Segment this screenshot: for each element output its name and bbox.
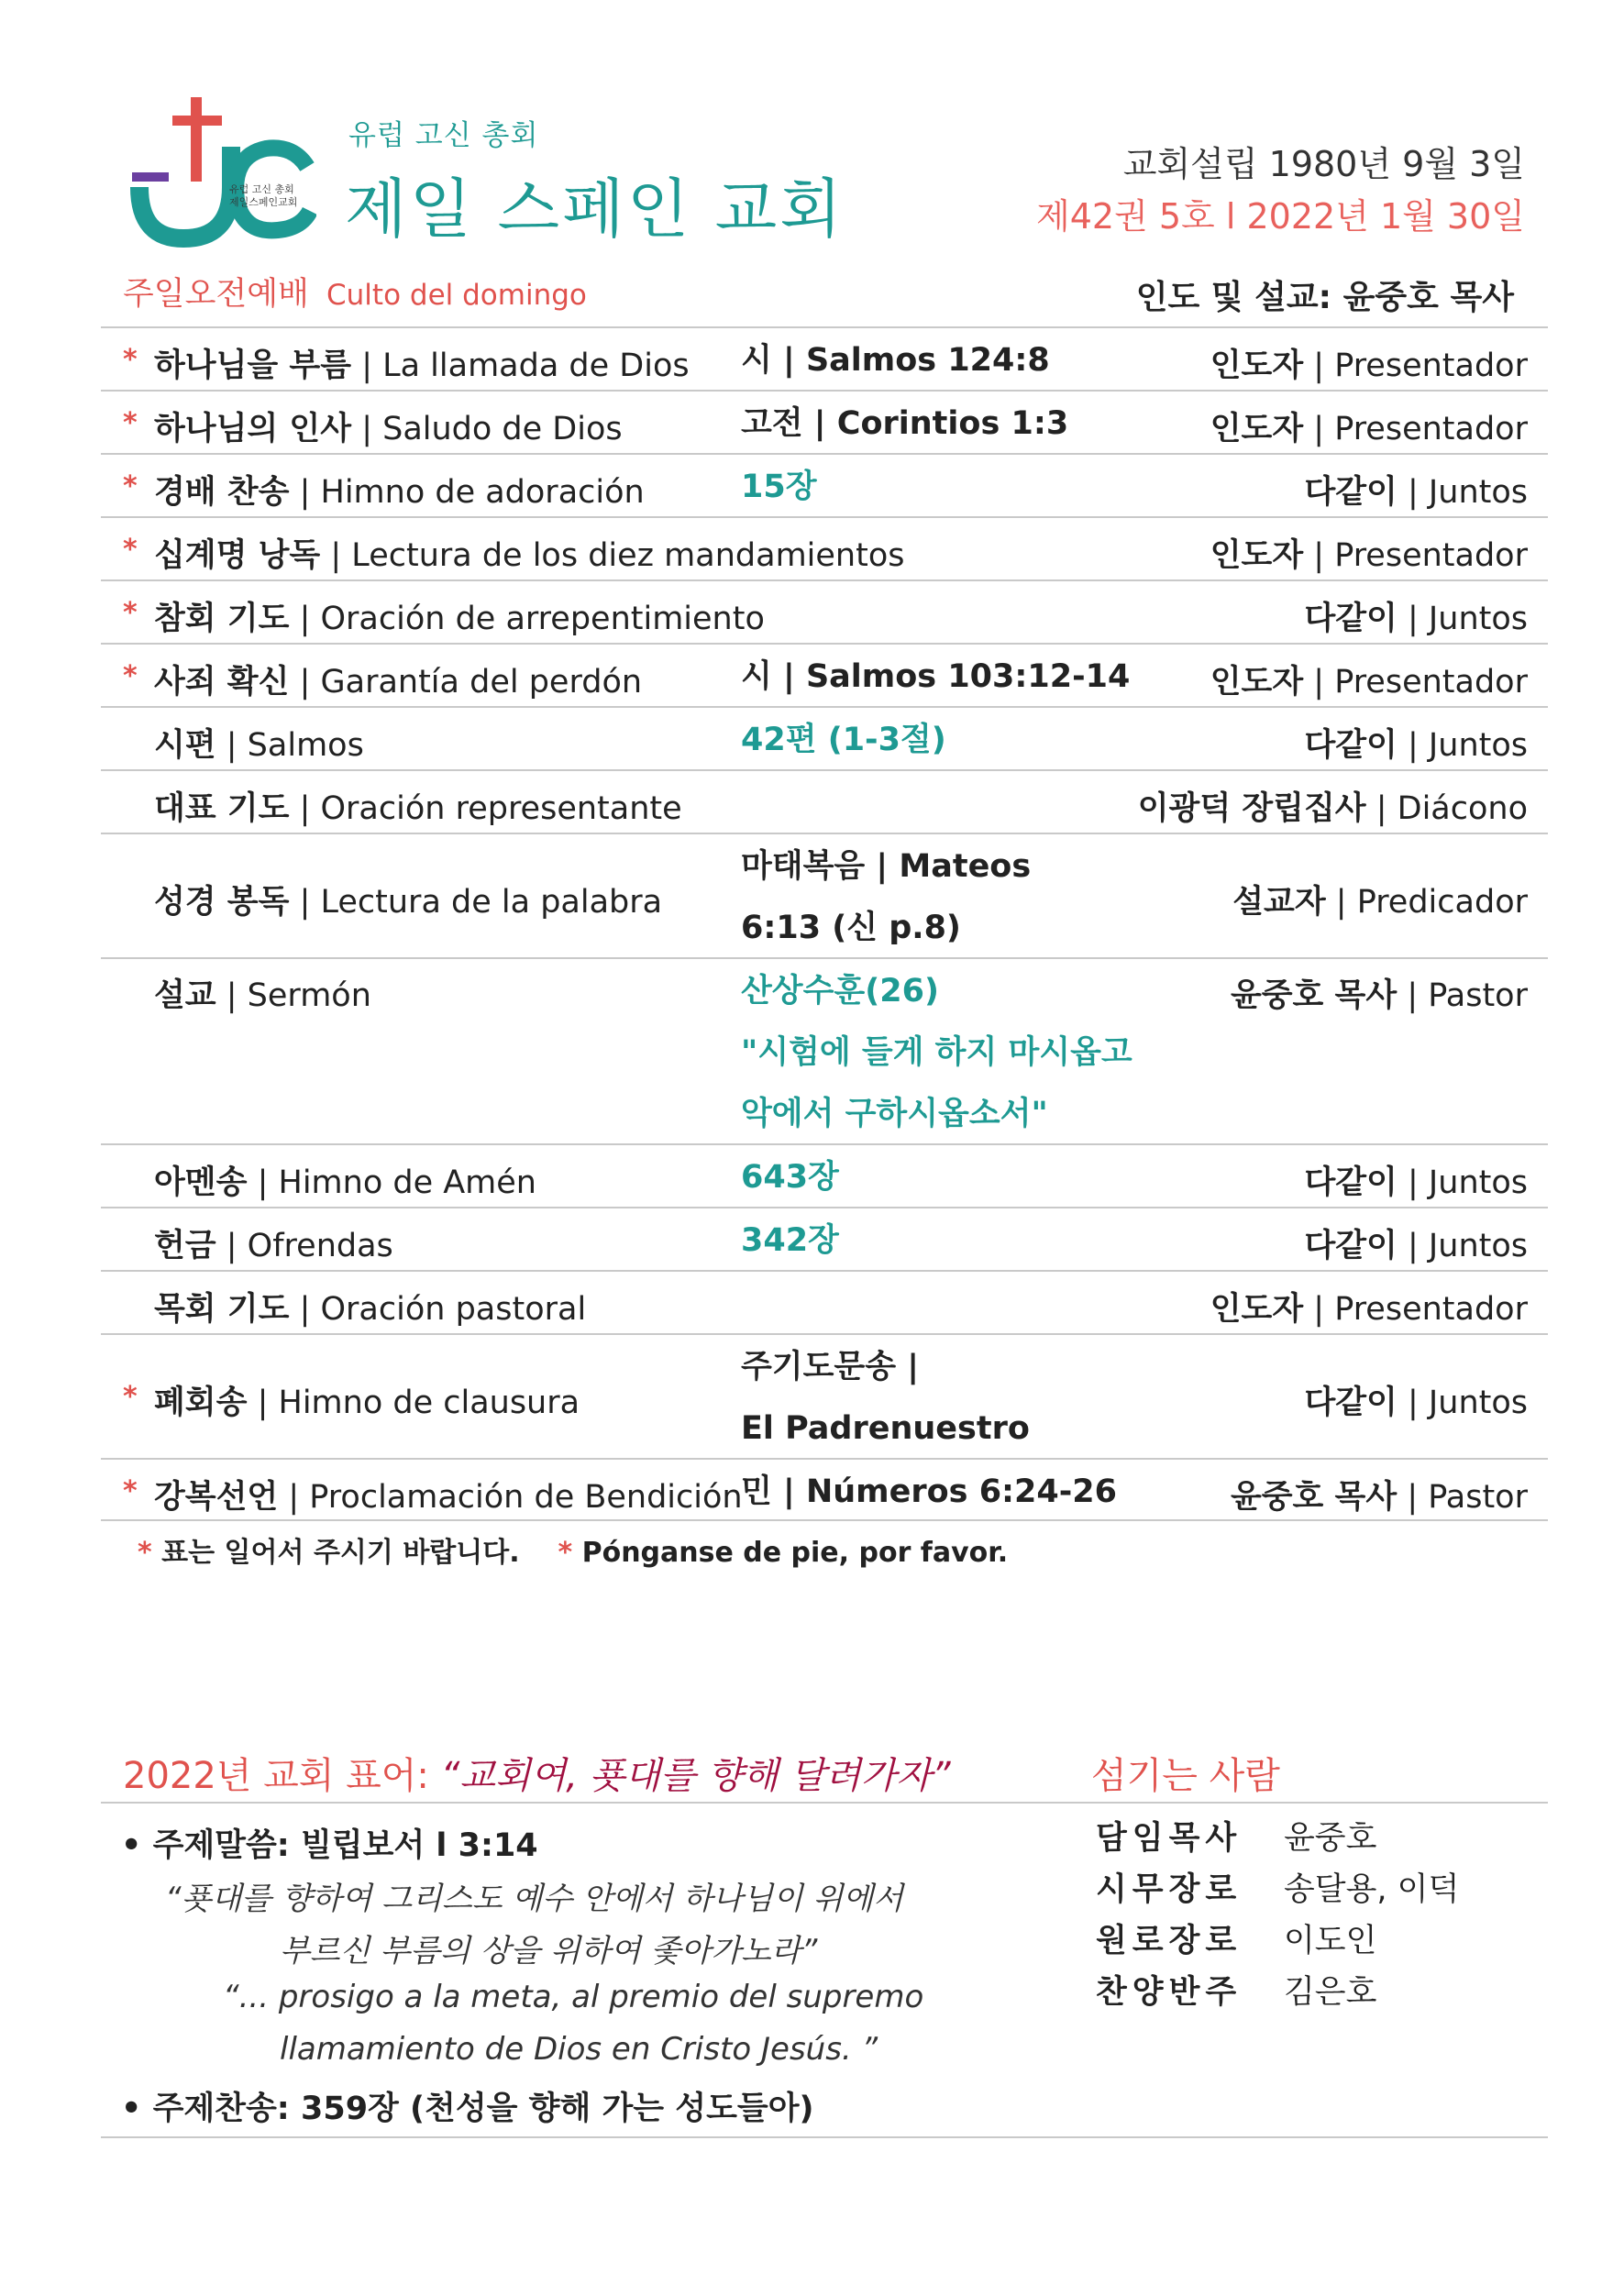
servant-role: 원로장로 [1096,1923,1243,1959]
worship-item-role [1304,720,1528,766]
worship-item-role-es: | Juntos [1408,601,1528,637]
worship-item-name-kr: 십계명 낭독 [154,537,321,574]
worship-item-reference [741,1210,839,1272]
worship-row [101,769,1548,833]
worship-item-role-kr: 윤중호 목사 [1230,977,1398,1014]
verse-kr-line1: “푯대를 향하여 그리스도 예수 안에서 하나님이 위에서 [165,1881,904,1917]
worship-item-role [1304,467,1528,513]
worship-item-reference [741,836,1031,959]
worship-item-role-kr: 인도자 [1210,411,1304,447]
theme-verse-label: 주제말씀: 빌립보서 l 3:14 [152,1827,538,1864]
worship-item-role [1138,783,1528,829]
servant-name: 윤중호 [1284,1820,1377,1857]
worship-item-role-es: | Juntos [1408,1164,1528,1201]
worship-item-role [1231,970,1528,1016]
servant-row [1096,1915,1376,1961]
worship-item-reference-line: 주기도문송 | [741,1349,920,1385]
worship-item-role-kr: 다같이 [1304,1228,1398,1264]
standing-star-icon: * [123,660,138,692]
standing-star-icon: * [123,1381,138,1413]
worship-item-name [154,403,623,449]
worship-item-name [154,593,765,639]
worship-heading-es: Culto del domingo [326,279,587,312]
worship-item-reference [741,1147,839,1208]
bullet-icon: • [121,2091,153,2127]
worship-item-name [154,783,682,829]
worship-item-role [1210,403,1528,449]
worship-item-reference-line: "시험에 들게 하지 마시옵고 [741,1034,1132,1071]
verse-es-line2: llamamiento de Dios en Cristo Jesús. ” [280,2031,878,2068]
worship-item-name-es: | Lectura de los diez mandamientos [330,537,905,574]
worship-item-reference [741,1462,1117,1523]
worship-item-role-kr: 다같이 [1304,727,1398,764]
worship-row [101,1333,1548,1458]
worship-item-reference-line: 42편 (1-3절) [741,722,946,758]
worship-item-name-es: | Sermón [226,977,371,1014]
worship-row [101,453,1548,516]
worship-item-name-es: | Oración pastoral [299,1291,587,1328]
standing-star-icon: * [123,407,138,439]
worship-heading-kr: 주일오전예배 [123,276,309,313]
standing-footnote [138,1529,1008,1570]
worship-item-name-es: | Garantía del perdón [299,664,643,701]
worship-item-name-es: | Salmos [226,727,364,764]
logo-caption-line2: 제일스페인교회 [229,196,298,208]
worship-item-name [154,877,662,922]
servants-heading: 섬기는 사람 [1091,1755,1280,1797]
worship-item-role [1304,1157,1528,1203]
worship-item-name-kr: 강복선언 [154,1479,279,1516]
worship-item-role-es: | Predicador [1335,884,1528,921]
logo-caption [229,183,312,209]
worship-item-name-kr: 목회 기도 [154,1291,290,1328]
worship-item-role-kr: 윤중호 목사 [1230,1479,1398,1516]
worship-item-reference-line: 시 | Salmos 103:12-14 [741,658,1131,695]
worship-item-reference [741,457,817,518]
worship-heading [123,269,587,314]
footnote-es: Pónganse de pie, por favor. [581,1537,1009,1569]
worship-item-role-kr: 인도자 [1210,664,1304,701]
servant-name: 김은호 [1284,1974,1377,2011]
worship-item-reference-line: 643장 [741,1159,839,1196]
worship-item-role-es: | Juntos [1408,474,1528,511]
worship-item-name-kr: 폐회송 [154,1385,248,1421]
standing-star-icon: * [123,470,138,502]
servant-name: 이도인 [1284,1923,1377,1959]
worship-item-reference-line: 민 | Números 6:24-26 [741,1473,1117,1510]
worship-item-role-kr: 다같이 [1304,1164,1398,1201]
worship-item-role [1231,1472,1528,1517]
worship-item-reference [741,1337,1030,1460]
servant-row [1096,1967,1376,2013]
theme-hymn-label: 주제찬송: 359장 (천성을 향해 가는 성도들아) [152,2091,814,2127]
order-of-worship-table [101,326,1548,1521]
worship-item-role-es: | Presentador [1313,348,1528,384]
worship-item-reference-line: El Padrenuestro [741,1410,1030,1447]
worship-row [101,1207,1548,1270]
footnote-kr: 표는 일어서 주시기 바랍니다. [161,1537,520,1569]
worship-item-name-es: | Himno de Amén [257,1164,536,1201]
worship-item-reference-line: 342장 [741,1222,839,1259]
worship-item-reference-line: 15장 [741,469,817,505]
worship-item-role-es: | Juntos [1408,1228,1528,1264]
worship-row [101,516,1548,579]
worship-item-name-kr: 경배 찬송 [154,474,290,511]
servant-row [1096,1864,1459,1910]
bullet-icon: • [121,1827,153,1864]
worship-item-reference [741,393,1068,455]
worship-item-reference-line: 시 | Salmos 124:8 [741,342,1050,379]
standing-star-icon: * [123,1475,138,1507]
worship-row [101,1458,1548,1521]
worship-item-role-es: | Juntos [1408,727,1528,764]
divider [101,2136,1548,2138]
footnote-star-2: * [558,1537,573,1569]
worship-item-name-es: | Proclamación de Bendición [288,1479,743,1516]
worship-item-reference-line: 마태복음 | Mateos [741,848,1032,885]
worship-item-role-es: | Presentador [1313,411,1528,447]
worship-item-name-kr: 시편 [154,727,216,764]
worship-row [101,390,1548,453]
worship-item-role-kr: 인도자 [1210,537,1304,574]
servant-role: 시무장로 [1096,1871,1243,1908]
worship-item-name-es: | Oración representante [299,790,682,827]
founded-date: 교회설립 1980년 9월 3일 [1122,144,1525,184]
worship-item-name [154,467,645,513]
worship-item-name-es: | Lectura de la palabra [299,884,663,921]
worship-item-role-es: | Pastor [1407,977,1528,1014]
servant-row [1096,1813,1376,1859]
worship-item-name [154,340,690,386]
worship-item-role-es: | Juntos [1408,1385,1528,1421]
worship-item-name-es: | Saludo de Dios [361,411,623,447]
worship-item-name-kr: 참회 기도 [154,601,290,637]
worship-item-name-es: | La llamada de Dios [361,348,690,384]
worship-item-name-kr: 헌금 [154,1228,216,1264]
worship-item-reference-line: 6:13 (신 p.8) [741,910,961,946]
worship-item-role-kr: 인도자 [1210,1291,1304,1328]
worship-item-role [1210,1284,1528,1330]
logo-mark-icon [128,92,316,248]
worship-item-name-kr: 사죄 확신 [154,664,290,701]
worship-item-role [1304,593,1528,639]
worship-item-name-es: | Himno de clausura [257,1385,580,1421]
standing-star-icon: * [123,597,138,629]
theme-verse-item [121,1820,538,1866]
motto-quote: “교회여, 푯대를 향해 달려가자” [440,1755,951,1797]
worship-item-role-kr: 다같이 [1304,1385,1398,1421]
worship-item-reference-line: 산상수훈(26) [741,973,939,1010]
worship-item-name [154,530,904,576]
motto-label: 2022년 교회 표어: [123,1755,441,1797]
standing-star-icon: * [123,344,138,376]
synod-subtitle: 유럽 고신 총회 [348,119,539,152]
worship-row [101,326,1548,390]
verse-kr-line2: 부르신 부름의 상을 위하여 좇아가노라” [280,1933,818,1970]
worship-item-name [154,720,364,766]
worship-item-role-es: | Diácono [1375,790,1528,827]
worship-item-role-kr: 설교자 [1232,884,1326,921]
worship-item-reference [741,710,946,771]
worship-item-reference-line: 고전 | Corintios 1:3 [741,405,1069,442]
footnote-star: * [138,1537,152,1569]
worship-item-role-kr: 이광덕 장립집사 [1137,790,1366,827]
preacher-line: 인도 및 설교: 윤중호 목사 [1135,279,1514,316]
worship-item-reference [741,330,1050,392]
worship-item-role [1304,1220,1528,1266]
worship-row [101,643,1548,706]
worship-item-name-kr: 대표 기도 [154,790,290,827]
theme-hymn-item [121,2083,814,2129]
worship-item-role [1210,340,1528,386]
worship-item-name-kr: 하나님의 인사 [154,411,352,447]
worship-item-name-es: | Ofrendas [226,1228,393,1264]
verse-es-line1: “... prosigo a la meta, al premio del supremo [223,1979,924,2015]
worship-item-reference [741,961,1132,1145]
motto-heading [123,1747,951,1799]
worship-item-name [154,970,371,1016]
worship-item-role [1210,657,1528,702]
worship-item-name [154,1377,580,1423]
worship-item-role [1304,1377,1528,1423]
worship-row [101,579,1548,643]
worship-item-role-kr: 다같이 [1304,474,1398,511]
worship-item-name-kr: 하나님을 부름 [154,348,352,384]
worship-item-role [1232,877,1528,922]
worship-row [101,1270,1548,1333]
worship-item-name-kr: 성경 봉독 [154,884,290,921]
worship-item-name-es: | Oración de arrepentimiento [299,601,765,637]
worship-item-name [154,1284,586,1330]
worship-item-role-es: | Pastor [1407,1479,1528,1516]
logo-caption-line1: 유럽 고신 총회 [229,183,294,195]
worship-item-role-es: | Presentador [1313,537,1528,574]
worship-item-role [1210,530,1528,576]
issue-info: 제42권 5호 l 2022년 1월 30일 [1036,196,1525,237]
worship-item-name [154,1220,393,1266]
church-logo [128,92,316,248]
church-title: 제일 스페인 교회 [345,171,845,247]
worship-item-name [154,657,642,702]
divider [101,1802,1548,1804]
worship-item-role-es: | Presentador [1313,664,1528,701]
servant-role: 담임목사 [1096,1820,1243,1857]
servant-name: 송달용, 이덕 [1284,1871,1460,1908]
worship-row [101,957,1548,1143]
worship-item-reference [741,646,1130,708]
worship-item-role-es: | Presentador [1313,1291,1528,1328]
standing-star-icon: * [123,534,138,566]
worship-row [101,1143,1548,1207]
worship-row [101,706,1548,769]
worship-item-role-kr: 다같이 [1304,601,1398,637]
worship-item-name-kr: 설교 [154,977,216,1014]
worship-row [101,833,1548,957]
worship-item-role-kr: 인도자 [1210,348,1304,384]
worship-item-reference-line: 악에서 구하시옵소서" [741,1096,1048,1132]
servant-role: 찬양반주 [1096,1974,1243,2011]
worship-item-name [154,1157,536,1203]
worship-item-name [154,1472,743,1517]
worship-item-name-kr: 아멘송 [154,1164,248,1201]
worship-item-name-es: | Himno de adoración [299,474,645,511]
